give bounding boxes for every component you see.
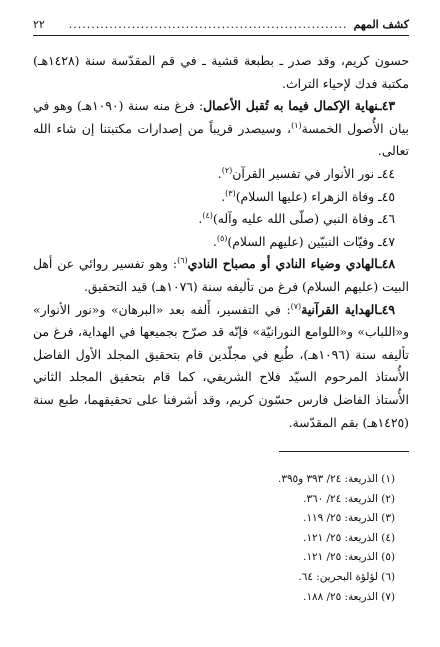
footnote-1: (١) الذريعة: ٢٤/ ٣٩٣ و٣٩٥. — [278, 473, 395, 486]
intro-paragraph: حسون كريم، وقد صدر ـ بطبعة قشية ـ في قم المقدّسة سنة (١٤٢٨هـ) مكتبة فدك لإحياء التراث. — [33, 53, 409, 91]
main-text — [33, 50, 409, 434]
entry-47: ٤٧ـ وفيّات النبيّين (عليهم السلام)$^{(٥)}$. — [212, 233, 395, 249]
footnote-ref-4: (٤) — [202, 211, 213, 221]
entry-48-text: : وهو تفسير روائي عن أهل البيت (عليهم السلام) فرغ من تأليفه سنة (١٠٧٦هـ) قيد التحقيق. — [33, 256, 409, 294]
footnote-ref-7: (٧) — [290, 301, 302, 311]
entry-43-text: : فرغ منه سنة (١٠٩٠هـ) وهو في بيان الأُصول الخمسة — [33, 98, 409, 136]
entry-48-heading — [188, 256, 395, 271]
entry-48-title: الهادي وضياء النادي أو مصباح النادي — [187, 256, 379, 272]
entry-45: ٤٥ـ وفاة الزهراء (عليها السلام)$^{(٣)}$. — [221, 188, 395, 204]
footnote-2: (٢) الذريعة: ٢٤/ ٣٦٠. — [303, 492, 395, 505]
footnote-5: (٥) الذريعة: ٢٥/ ١٢١. — [303, 551, 395, 564]
footnote-ref-3: (٣) — [225, 188, 236, 198]
entry-43-number: ٤٣ـ — [378, 98, 395, 114]
entry-43-tail: ، وسيصدر قريباً من إصدارات مكتبتنا إن شاء الله تعالى. — [33, 120, 409, 159]
footnote-ref-1: (١) — [291, 120, 302, 130]
footnote-ref-5: (٥) — [216, 233, 228, 243]
entry-49-heading — [301, 302, 395, 317]
entry-45-text: ٤٥ـ وفاة الزهراء (عليها السلام) — [235, 188, 395, 204]
footnote-7: (٧) الذريعة: ٢٥/ ١٨٨. — [303, 590, 395, 603]
footnote-4: (٤) الذريعة: ٢٥/ ١٢١. — [303, 531, 395, 544]
book-title: كشف المهم — [353, 18, 409, 31]
entry-47-text: ٤٧ـ وفيّات النبيّين (عليهم السلام) — [227, 233, 395, 249]
footnote-separator — [279, 451, 409, 452]
header-dots: .............................................................. — [68, 18, 348, 31]
footnote-3: (٣) الذريعة: ٢٥/ ١١٩. — [303, 512, 395, 525]
footnote-ref-6: (٦) — [177, 256, 188, 266]
entry-43-title: نهاية الإكمال فيما به تُقبل الأعمال — [203, 98, 379, 114]
entry-49-title: الهداية القرآنية — [301, 301, 379, 317]
entry-48-number: ٤٨ـ — [378, 256, 395, 272]
entry-43-heading — [203, 98, 395, 113]
entry-44: ٤٤ـ نور الأنوار في تفسير القرآن$^{(٢)}$. — [217, 165, 395, 181]
page-number: ٢٢ — [33, 18, 45, 31]
footnote-ref-2: (٢) — [221, 165, 233, 175]
footnotes — [33, 470, 409, 607]
entry-44-text: ٤٤ـ نور الأنوار في تفسير القرآن — [232, 165, 395, 181]
footnote-6: (٦) لؤلؤة البحرين: ٦٤. — [298, 571, 395, 584]
entry-49-text: : في التفسير، أَلفه بعد «البرهان» و«نور الأنوار» و«اللباب» و«اللوامع النورانيّة» فإنّه قد صرّح بجميعها في الهداية، فرغ من تأليفه سنة (١٠٩٦هـ)، طُبع في مجلّدين قام بتحقيق المجلد الأول الفاضل الأُستاذ المرحوم السيّد فلاح الشريفي، كما قام بتحقيق المجلد الثاني الأُستاذ الفاضل فارس حسّون كريم، وقد أشرفنا على تحقيقهما، طبع سنة (١٤٢٥هـ) بقم المقدّسة. — [33, 301, 410, 430]
entry-46-text: ٤٦ـ وفاة النبي (صلّى الله عليه وآله) — [212, 211, 395, 227]
entry-49-number: ٤٩ـ — [378, 301, 395, 317]
entry-46: ٤٦ـ وفاة النبي (صلّى الله عليه وآله)$^{(٤)}$. — [198, 211, 395, 227]
page-header — [33, 18, 409, 36]
entry-48 — [33, 253, 409, 298]
entry-43 — [33, 95, 409, 163]
entry-49 — [33, 299, 409, 435]
